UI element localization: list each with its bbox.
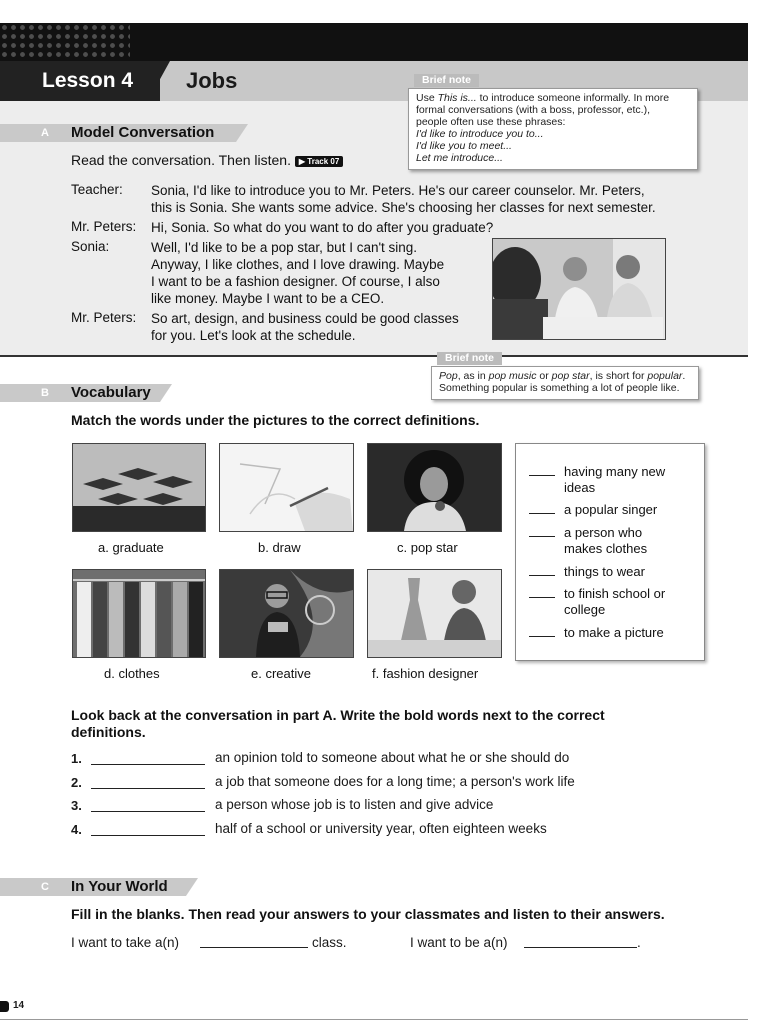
section-c-instruction: Fill in the blanks. Then read your answers to your classmates and listen to their answers. — [71, 906, 665, 922]
definition-text: having many new — [564, 464, 666, 479]
note-text: , is short for — [589, 370, 648, 382]
note-text: Use — [416, 92, 438, 104]
speaker-sonia: Sonia: — [71, 239, 110, 254]
section-a-tip — [236, 124, 248, 142]
speaker-mr-peters: Mr. Peters: — [71, 219, 137, 234]
definition-text: makes clothes — [564, 541, 648, 556]
conversation-line: Anyway, I like clothes, and I love drawing. Maybe — [151, 257, 445, 272]
lesson-label: Lesson 4 — [0, 61, 160, 101]
track-label: Track 07 — [307, 156, 340, 166]
answer-blank[interactable] — [91, 764, 205, 765]
section-divider — [0, 355, 748, 357]
definition-text: college — [564, 602, 606, 617]
section-b-tip — [160, 384, 172, 402]
note-text: people often use these phrases: — [416, 116, 566, 128]
picture-pop-star — [367, 443, 502, 532]
section-b-instruction-2: definitions. — [71, 724, 146, 740]
creative-drawing — [220, 570, 353, 657]
item-number: 4. — [71, 822, 82, 837]
pop-star-drawing — [368, 444, 501, 531]
note-text: . — [682, 370, 686, 382]
picture-creative — [219, 569, 354, 658]
picture-caption: a. graduate — [98, 540, 164, 555]
picture-caption: c. pop star — [397, 540, 458, 555]
page-number: 14 — [13, 1000, 25, 1011]
definition-answer-blank[interactable] — [529, 513, 555, 514]
item-number: 3. — [71, 798, 82, 813]
section-b-header — [0, 384, 160, 402]
definition-text: to make a picture — [564, 625, 664, 640]
item-number: 2. — [71, 775, 82, 790]
conversation-line: Hi, Sonia. So what do you want to do after you graduate? — [151, 220, 494, 235]
item-number: 1. — [71, 751, 82, 766]
note-text: pop music — [488, 370, 537, 382]
answer-blank[interactable] — [91, 835, 205, 836]
definition-text: to finish school or — [564, 586, 666, 601]
section-c-tip — [186, 878, 198, 896]
definition-answer-blank[interactable] — [529, 636, 555, 637]
section-title: Vocabulary — [71, 384, 151, 401]
job-answer-blank[interactable] — [524, 947, 637, 948]
brief-note-introductions — [408, 88, 698, 170]
brief-note-pop — [431, 366, 699, 400]
brief-note-tab: Brief note — [414, 74, 479, 87]
counseling-photo-drawing — [493, 239, 665, 339]
section-b-instruction: Match the words under the pictures to the correct definitions. — [71, 412, 480, 428]
speaker-teacher: Teacher: — [71, 182, 123, 197]
definition-answer-blank[interactable] — [529, 536, 555, 537]
conversation-line: for you. Let's look at the schedule. — [151, 328, 356, 343]
note-phrase: I'd like to introduce you to... — [416, 128, 544, 140]
note-text: formal conversations (with a boss, professor, etc.), — [416, 104, 651, 116]
note-text: or — [536, 370, 552, 382]
sentence-text: . — [637, 935, 641, 950]
draw-drawing — [220, 444, 353, 531]
picture-graduate — [72, 443, 206, 532]
note-text: pop star — [551, 370, 590, 382]
page-number-marker — [0, 1001, 9, 1012]
definition-text: a popular singer — [564, 502, 658, 517]
picture-caption: f. fashion designer — [372, 666, 479, 681]
sentence-text: I want to be a(n) — [410, 935, 508, 950]
lesson-notch — [148, 61, 170, 101]
item-definition: a person whose job is to listen and give advice — [215, 797, 494, 812]
conversation-line: So art, design, and business could be good classes — [151, 311, 459, 326]
section-title: Model Conversation — [71, 124, 215, 141]
note-phrase: Let me introduce... — [416, 152, 503, 164]
note-text: Pop — [439, 370, 458, 382]
sentence-text: class. — [312, 935, 347, 950]
fashion-designer-drawing — [368, 570, 501, 657]
definition-answer-blank[interactable] — [529, 475, 555, 476]
item-definition: an opinion told to someone about what he or she should do — [215, 750, 570, 765]
definition-answer-blank[interactable] — [529, 597, 555, 598]
instruction-text: Read the conversation. Then listen. — [71, 152, 291, 168]
note-phrase: I'd like you to meet... — [416, 140, 512, 152]
picture-clothes — [72, 569, 206, 658]
conversation-line: Sonia, I'd like to introduce you to Mr. Peters. He's our career counselor. Mr. Peters, — [151, 183, 645, 198]
section-letter: B — [41, 387, 49, 399]
section-title: In Your World — [71, 878, 168, 895]
section-b-instruction-2: Look back at the conversation in part A. Write the bold words next to the correct — [71, 707, 605, 723]
section-c-header — [0, 878, 186, 896]
conversation-line: I want to be a fashion designer. Of course, I also — [151, 274, 440, 289]
picture-caption: b. draw — [258, 540, 301, 555]
picture-draw — [219, 443, 354, 532]
conversation-line: like money. Maybe I want to be a CEO. — [151, 291, 385, 306]
note-text: Something popular is something a lot of people like. — [439, 382, 680, 394]
answer-blank[interactable] — [91, 788, 205, 789]
picture-fashion-designer — [367, 569, 502, 658]
graduate-drawing — [73, 444, 205, 531]
definition-text: things to wear — [564, 564, 645, 579]
answer-blank[interactable] — [91, 811, 205, 812]
counseling-photo — [492, 238, 666, 340]
section-letter: C — [41, 881, 49, 893]
sentence-text: I want to take a(n) — [71, 935, 180, 950]
page-title: Jobs — [186, 68, 238, 93]
footer-rule — [0, 1019, 748, 1020]
section-a-header — [0, 124, 236, 142]
note-text: This is... — [437, 92, 477, 104]
definition-text: a person who — [564, 525, 643, 540]
class-answer-blank[interactable] — [200, 947, 308, 948]
note-text: , as in — [457, 370, 489, 382]
audio-track-badge[interactable]: ▶ Track 07 — [295, 156, 343, 167]
conversation-line: this is Sonia. She wants some advice. She's choosing her classes for next semester. — [151, 200, 656, 215]
definition-text: ideas — [564, 480, 596, 495]
speaker-mr-peters: Mr. Peters: — [71, 310, 137, 325]
section-a-instruction — [71, 152, 343, 168]
note-text: to introduce someone informally. In more — [476, 92, 670, 104]
item-definition: a job that someone does for a long time; a person's work life — [215, 774, 575, 789]
item-definition: half of a school or university year, often eighteen weeks — [215, 821, 547, 836]
section-letter: A — [41, 127, 49, 139]
clothes-drawing — [73, 570, 205, 657]
note-text: popular — [647, 370, 683, 382]
definition-answer-blank[interactable] — [529, 575, 555, 576]
brief-note-tab: Brief note — [437, 352, 502, 365]
picture-caption: e. creative — [251, 666, 311, 681]
conversation-line: Well, I'd like to be a pop star, but I can't sing. — [151, 240, 418, 255]
header-dot-pattern — [0, 23, 130, 61]
picture-caption: d. clothes — [104, 666, 160, 681]
